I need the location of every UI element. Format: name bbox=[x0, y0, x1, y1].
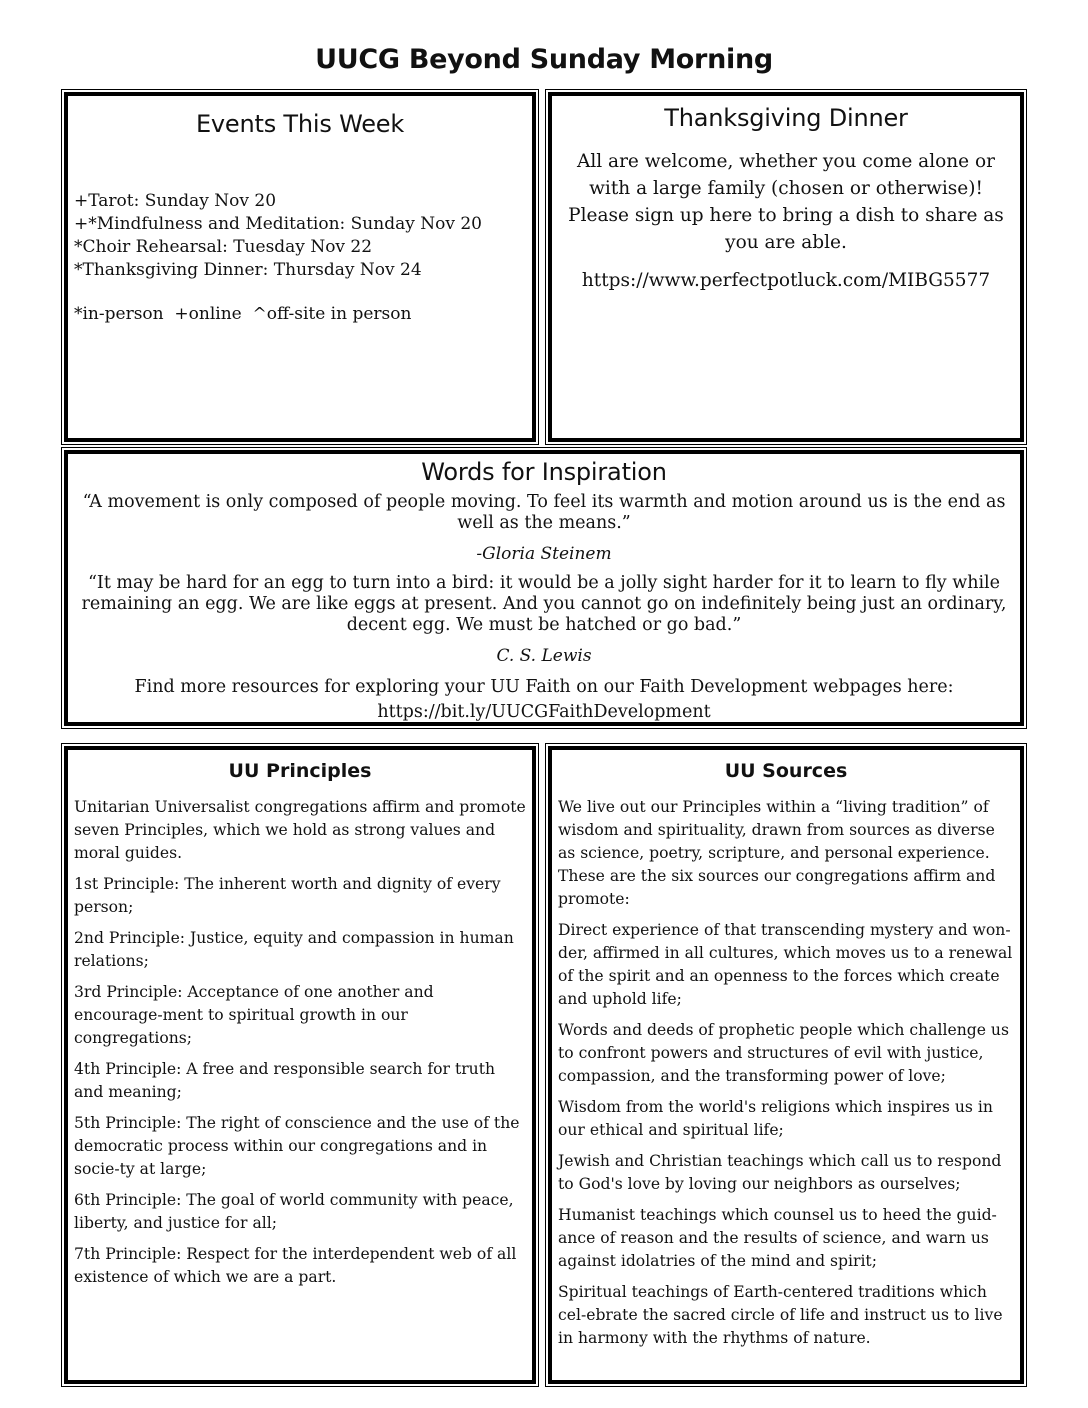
sources-box bbox=[548, 746, 1024, 1384]
events-box bbox=[64, 92, 536, 442]
source-paragraph: Humanist teachings which counsel us to heed the guid-ance of reason and the results of science, and warn us against idolatries of the mind and spirit; bbox=[558, 1206, 997, 1270]
source-paragraph: Jewish and Christian teachings which call us to respond to God's love by loving our neighbors as ourselves; bbox=[558, 1152, 1002, 1193]
principles-box bbox=[64, 746, 536, 1384]
quote-text: “A movement is only composed of people moving. To feel its warmth and motion around us is the end as well as the means.” bbox=[82, 492, 1006, 533]
source-paragraph: Words and deeds of prophetic people which challenge us to confront powers and structures of evil with justice, compassion, and the transforming power of love; bbox=[558, 1021, 1009, 1085]
principle-paragraph: 2nd Principle: Justice, equity and compassion in human relations; bbox=[74, 929, 514, 970]
event-item: *Thanksgiving Dinner: Thursday Nov 24 bbox=[74, 260, 422, 280]
thanksgiving-heading: Thanksgiving Dinner bbox=[664, 104, 908, 132]
thanksgiving-box bbox=[548, 92, 1024, 442]
principle-paragraph: 1st Principle: The inherent worth and dignity of every person; bbox=[74, 875, 501, 916]
principle-paragraph: 3rd Principle: Acceptance of one another and encourage-ment to spiritual growth in our congregations; bbox=[74, 983, 434, 1047]
faith-development-link[interactable]: Find more resources for exploring your UU Faith on our Faith Development webpages here: https://bit.ly/UUCGFaithDevelopment bbox=[134, 677, 954, 722]
principle-paragraph: Unitarian Universalist congregations affirm and promote seven Principles, which we hold as strong values and moral guides. bbox=[74, 798, 526, 862]
event-item: +*Mindfulness and Meditation: Sunday Nov 20 bbox=[74, 214, 482, 234]
principles-list bbox=[74, 796, 526, 1289]
potluck-link[interactable]: https://www.perfectpotluck.com/MIBG5577 bbox=[581, 270, 991, 291]
event-item: +Tarot: Sunday Nov 20 bbox=[74, 191, 277, 211]
quote-author: -Gloria Steinem bbox=[476, 544, 612, 564]
inspiration-heading: Words for Inspiration bbox=[421, 458, 667, 486]
events-heading: Events This Week bbox=[195, 110, 405, 138]
source-paragraph: Spiritual teachings of Earth-centered traditions which cel-ebrate the sacred circle of life and instruct us to live in harmony with the rhythms of nature. bbox=[558, 1283, 1003, 1347]
quote-author: C. S. Lewis bbox=[496, 646, 592, 666]
sources-heading: UU Sources bbox=[724, 760, 848, 782]
thanksgiving-body: All are welcome, whether you come alone or with a large family (chosen or otherwise)! Please sign up here to bring a dish to share as you are able. bbox=[568, 151, 1004, 253]
events-legend: *in-person +online ^off-site in person bbox=[74, 304, 412, 324]
inspiration-box bbox=[64, 450, 1024, 726]
source-paragraph: Wisdom from the world's religions which inspires us in our ethical and spiritual life; bbox=[558, 1098, 993, 1139]
source-paragraph: We live out our Principles within a “living tradition” of wisdom and spirituality, drawn from sources as diverse as science, poetry, scripture, and personal experience. These are the six sources our congregations affirm and promote: bbox=[558, 798, 996, 908]
principle-paragraph: 5th Principle: The right of conscience and the use of the democratic process within our congregations and in socie-ty at large; bbox=[74, 1114, 520, 1178]
quote-text: “It may be hard for an egg to turn into a bird: it would be a jolly sight harder for it to learn to fly while remaining an egg. We are like eggs at present. And you cannot go on indefinitely being just an ordinary, decent egg. We must be hatched or go bad.” bbox=[81, 573, 1007, 635]
event-item: *Choir Rehearsal: Tuesday Nov 22 bbox=[74, 237, 373, 257]
principle-paragraph: 7th Principle: Respect for the interdependent web of all existence of which we are a part. bbox=[74, 1245, 517, 1286]
principles-heading: UU Principles bbox=[228, 760, 372, 782]
events-list bbox=[74, 190, 532, 282]
page-title: UUCG Beyond Sunday Morning bbox=[315, 44, 773, 75]
principle-paragraph: 4th Principle: A free and responsible search for truth and meaning; bbox=[74, 1060, 496, 1101]
sources-list bbox=[558, 796, 1014, 1350]
principle-paragraph: 6th Principle: The goal of world community with peace, liberty, and justice for all; bbox=[74, 1191, 514, 1232]
source-paragraph: Direct experience of that transcending mystery and won-der, affirmed in all cultures, which moves us to a renewal of the spirit and an openness to the forces which create and uphold life; bbox=[558, 921, 1013, 1008]
